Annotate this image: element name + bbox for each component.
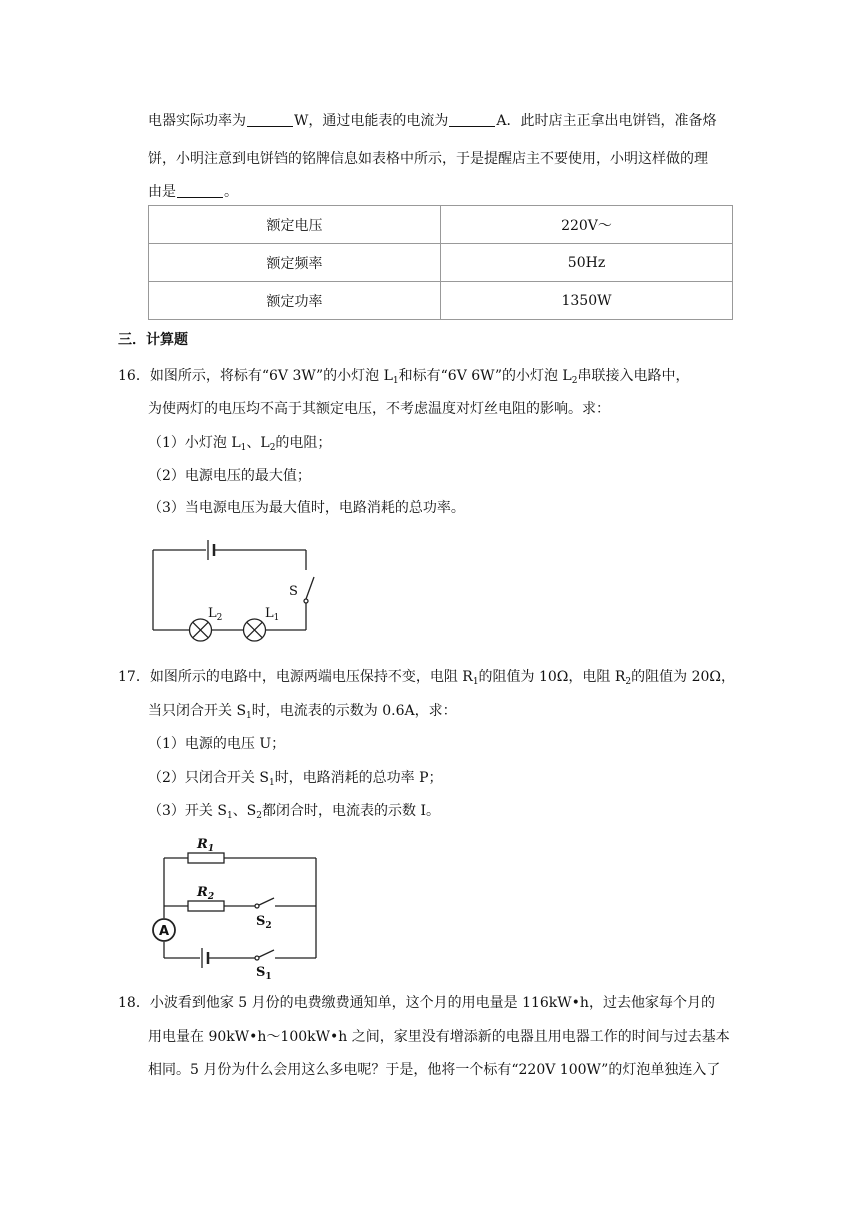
text-run: 。 [224, 184, 238, 200]
table-row [149, 282, 733, 320]
text-run: 和标有“6V 6W”的小灯泡 L [398, 368, 572, 384]
q17-line-2 [148, 701, 457, 721]
q16-line-1 [118, 366, 689, 386]
table-row [149, 206, 733, 244]
subscript: 1 [240, 443, 247, 453]
text-run: 当只闭合开关 S [148, 703, 247, 719]
switch-icon [255, 950, 274, 960]
q16-part-1 [148, 433, 331, 453]
resistor-icon [188, 853, 224, 863]
text-run: 都闭合时，电流表的示数 I。 [262, 803, 440, 819]
q17-part-1: （1）电源的电压 U； [148, 736, 286, 752]
text-run: 的阻值为 20Ω， [631, 669, 736, 685]
nameplate-table [148, 205, 733, 320]
svg-text:A: A [158, 924, 170, 939]
q18-line-3: 相同。5 月份为什么会用这么多电呢？于是，他将一个标有“220V 100W”的灯泡单独连入了 [148, 1062, 721, 1078]
table-cell-label: 额定功率 [149, 282, 441, 320]
text-run: 串联接入电路中， [577, 368, 690, 384]
text-run: W，通过电能表的电流为 [294, 113, 449, 129]
intro-line-2: 饼，小明注意到电饼铛的铭牌信息如表格中所示，于是提醒店主不要使用，小明这样做的理 [148, 151, 708, 167]
answer-blank [449, 112, 495, 127]
text-run: 、L [246, 435, 270, 451]
switch-label: $S_1$ [256, 965, 272, 980]
text-run: 17．如图所示的电路中，电源两端电压保持不变，电阻 R [118, 669, 473, 685]
intro-line-3 [148, 182, 238, 202]
subscript: 1 [246, 711, 252, 721]
lamp-icon [190, 619, 212, 641]
text-run: （3）开关 S [148, 803, 227, 819]
text-run: 由是 [148, 184, 176, 200]
series-circuit-diagram [148, 535, 328, 645]
q16-part-3: （3）当电源电压为最大值时，电路消耗的总功率。 [148, 500, 465, 516]
table-cell-value: 220V～ [441, 206, 733, 244]
subscript: 2 [269, 443, 276, 453]
battery-icon [202, 948, 208, 968]
text-run: 时，电流表的示数为 0.6A，求： [251, 703, 457, 719]
text-run: 、S [232, 803, 257, 819]
table-cell-value: 1350W [441, 282, 733, 320]
q16-part-2: （2）电源电压的最大值； [148, 468, 311, 484]
section-heading: 三．计算题 [118, 332, 188, 348]
subscript: 2 [256, 811, 263, 821]
lamp-label: $L_1$ [265, 606, 280, 623]
lamp-icon [244, 619, 266, 641]
table-cell-value: 50Hz [441, 244, 733, 282]
q16-line-2: 为使两灯的电压均不高于其额定电压，不考虑温度对灯丝电阻的影响。求： [148, 401, 610, 417]
switch-icon [255, 898, 274, 908]
text-run: A．此时店主正拿出电饼铛，准备烙 [496, 113, 717, 129]
q17-part-2 [148, 768, 443, 788]
subscript: 1 [472, 677, 479, 687]
lamp-label: $L_2$ [208, 606, 223, 623]
table-cell-label: 额定电压 [149, 206, 441, 244]
q18-line-1: 18．小波看到他家 5 月份的电费缴费通知单，这个月的用电量是 116kW•h，过去他家每个月的 [118, 995, 715, 1011]
text-run: 的阻值为 10Ω，电阻 R [478, 669, 626, 685]
text-run: 电器实际功率为 [148, 113, 246, 129]
resistor-label: $R_2$ [197, 885, 215, 902]
text-run: 16．如图所示，将标有“6V 3W”的小灯泡 L [118, 368, 393, 384]
q17-line-1 [118, 667, 735, 687]
subscript: 1 [268, 778, 275, 788]
q18-line-2: 用电量在 90kW•h～100kW•h 之间，家里没有增添新的电器且用电器工作的时间与过去基本 [148, 1029, 730, 1045]
parallel-circuit-diagram [148, 830, 328, 980]
answer-blank [247, 112, 293, 127]
text-run: 的电阻； [275, 435, 332, 451]
text-run: （1）小灯泡 L [148, 435, 241, 451]
text-run: 时，电路消耗的总功率 P； [274, 770, 443, 786]
subscript: 2 [571, 376, 578, 386]
table-row [149, 244, 733, 282]
subscript: 1 [392, 376, 399, 386]
ammeter-icon [153, 919, 175, 941]
subscript: 2 [625, 677, 632, 687]
text-run: （2）只闭合开关 S [148, 770, 269, 786]
battery-icon [208, 540, 214, 560]
answer-blank [177, 183, 223, 198]
q17-part-3 [148, 801, 440, 821]
switch-icon [304, 577, 314, 603]
intro-line-1 [148, 111, 717, 131]
resistor-icon [188, 901, 224, 911]
resistor-label: $R_1$ [197, 837, 215, 854]
switch-label: S [289, 584, 298, 599]
switch-label: $S_2$ [256, 914, 272, 931]
table-cell-label: 额定频率 [149, 244, 441, 282]
subscript: 1 [226, 811, 233, 821]
